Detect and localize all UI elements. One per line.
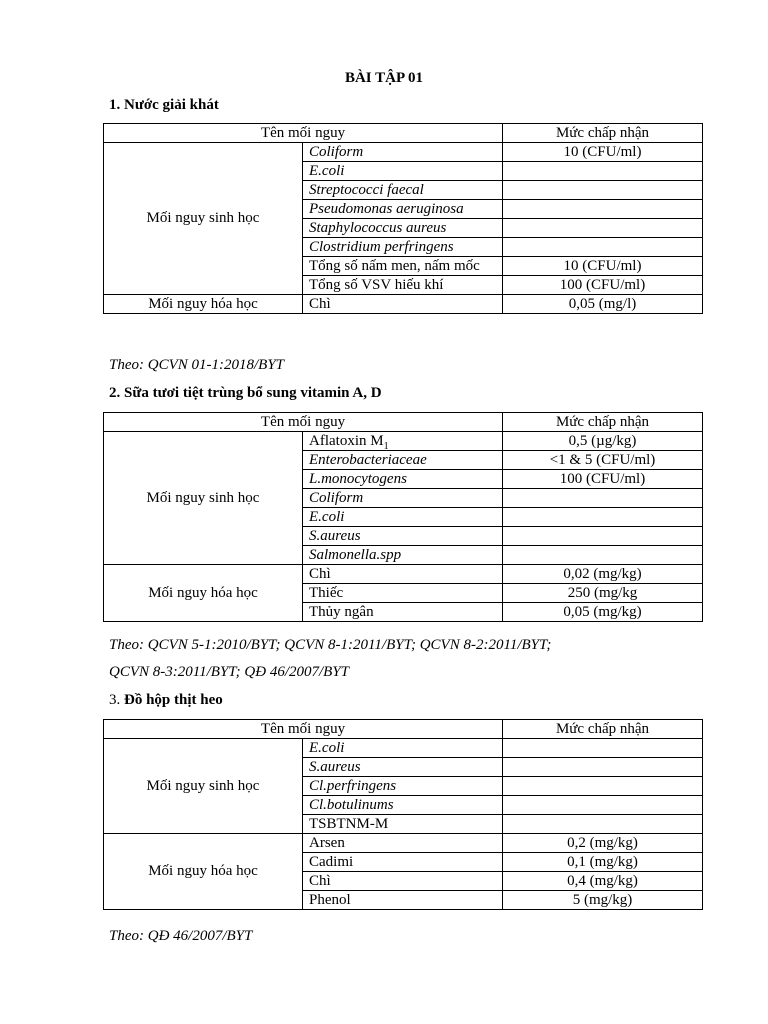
hazard-name <box>303 276 503 295</box>
hazard-name-text: Streptococci faecal <box>309 181 424 198</box>
standards-table-3 <box>103 719 703 910</box>
header-limit: Mức chấp nhận <box>503 413 703 432</box>
hazard-name-text: L.monocytogens <box>309 470 407 487</box>
hazard-name-text: Tổng số nấm men, nấm mốc <box>309 258 480 274</box>
acceptable-limit <box>503 181 703 200</box>
hazard-name-text: Salmonella.spp <box>309 546 402 563</box>
hazard-name <box>303 834 503 853</box>
acceptable-limit: 0,2 (mg/kg) <box>503 834 703 853</box>
hazard-name-text: Staphylococcus aureus <box>309 219 447 236</box>
acceptable-limit: 0,1 (mg/kg) <box>503 853 703 872</box>
hazard-name <box>303 872 503 891</box>
citation-1: Theo: QCVN 01-1:2018/BYT <box>109 357 285 373</box>
hazard-name <box>303 257 503 276</box>
hazard-name-text: Tổng số VSV hiếu khí <box>309 276 444 293</box>
hazard-name <box>303 565 503 584</box>
hazard-group: Mối nguy hóa học <box>104 565 303 622</box>
hazard-name <box>303 891 503 910</box>
hazard-name-text: S.aureus <box>309 527 361 544</box>
hazard-name-text: Pseudomonas aeruginosa <box>309 200 464 217</box>
hazard-name-text: S.aureus <box>309 758 361 775</box>
acceptable-limit <box>503 508 703 527</box>
acceptable-limit <box>503 815 703 834</box>
hazard-name-text: Coliform <box>309 489 364 506</box>
hazard-group: Mối nguy hóa học <box>104 834 303 910</box>
hazard-name-text: E.coli <box>309 162 345 179</box>
hazard-group: Mối nguy sinh học <box>104 143 303 295</box>
standards-table-1 <box>103 123 703 314</box>
table-row <box>104 432 703 451</box>
hazard-group: Mối nguy hóa học <box>104 295 303 314</box>
table-row <box>104 565 703 584</box>
hazard-name <box>303 162 503 181</box>
section-title: Nước giải khát <box>124 97 219 113</box>
hazard-name-text: Enterobacteriaceae <box>309 451 427 468</box>
acceptable-limit <box>503 200 703 219</box>
hazard-name <box>303 489 503 508</box>
table-header-row <box>104 124 703 143</box>
hazard-group: Mối nguy sinh học <box>104 739 303 834</box>
section-title: Đồ hộp thịt heo <box>124 692 223 708</box>
acceptable-limit <box>503 238 703 257</box>
section-1-heading <box>109 97 219 114</box>
section-title: Sữa tươi tiệt trùng bổ sung vitamin A, D <box>124 385 382 401</box>
header-hazard: Tên mối nguy <box>104 720 503 739</box>
acceptable-limit: 10 (CFU/ml) <box>503 257 703 276</box>
hazard-name-text: Aflatoxin M <box>309 432 384 449</box>
section-number: 3. <box>109 692 121 708</box>
page-title: BÀI TẬP 01 <box>344 70 424 86</box>
hazard-name-text: Coliform <box>309 143 364 160</box>
hazard-name-text: Cl.botulinums <box>309 796 394 813</box>
acceptable-limit <box>503 777 703 796</box>
subscript: 1 <box>383 440 389 452</box>
acceptable-limit <box>503 796 703 815</box>
hazard-name <box>303 200 503 219</box>
acceptable-limit: 0,05 (mg/l) <box>503 295 703 314</box>
hazard-name-text: Clostridium perfringens <box>309 238 454 255</box>
hazard-name <box>303 853 503 872</box>
acceptable-limit: 0,4 (mg/kg) <box>503 872 703 891</box>
section-2-heading <box>109 385 382 402</box>
acceptable-limit: 10 (CFU/ml) <box>503 143 703 162</box>
hazard-name-text: E.coli <box>309 508 345 525</box>
hazard-name <box>303 527 503 546</box>
hazard-name-text: Chì <box>309 872 331 889</box>
section-number: 2. <box>109 385 121 401</box>
acceptable-limit <box>503 219 703 238</box>
table-row <box>104 739 703 758</box>
hazard-name-text: Thiếc <box>309 584 344 601</box>
acceptable-limit: 100 (CFU/ml) <box>503 276 703 295</box>
hazard-name <box>303 181 503 200</box>
hazard-name-text: Thủy ngân <box>309 603 374 620</box>
acceptable-limit: 0,05 (mg/kg) <box>503 603 703 622</box>
hazard-group: Mối nguy sinh học <box>104 432 303 565</box>
table-row <box>104 295 703 314</box>
hazard-name-text: E.coli <box>309 739 345 756</box>
hazard-name <box>303 238 503 257</box>
acceptable-limit <box>503 739 703 758</box>
table-header-row <box>104 413 703 432</box>
hazard-name <box>303 143 503 162</box>
header-limit: Mức chấp nhận <box>503 720 703 739</box>
hazard-name <box>303 470 503 489</box>
hazard-name <box>303 739 503 758</box>
hazard-name <box>303 508 503 527</box>
acceptable-limit: 5 (mg/kg) <box>503 891 703 910</box>
hazard-name-text: Cl.perfringens <box>309 777 397 794</box>
header-hazard: Tên mối nguy <box>104 124 503 143</box>
header-limit: Mức chấp nhận <box>503 124 703 143</box>
section-number: 1. <box>109 97 121 113</box>
hazard-name <box>303 603 503 622</box>
acceptable-limit <box>503 527 703 546</box>
citation-3: Theo: QĐ 46/2007/BYT <box>109 928 253 944</box>
acceptable-limit <box>503 546 703 565</box>
hazard-name-text: Arsen <box>309 834 345 851</box>
acceptable-limit <box>503 489 703 508</box>
hazard-name-text: Chì <box>309 565 331 582</box>
hazard-name <box>303 451 503 470</box>
table-header-row <box>104 720 703 739</box>
citation-2-line-2: QCVN 8-3:2011/BYT; QĐ 46/2007/BYT <box>109 664 350 680</box>
hazard-name <box>303 815 503 834</box>
acceptable-limit: 250 (mg/kg <box>503 584 703 603</box>
acceptable-limit <box>503 758 703 777</box>
citation-2-line-1: Theo: QCVN 5-1:2010/BYT; QCVN 8-1:2011/BYT; QCVN 8-2:2011/BYT; <box>109 637 552 653</box>
hazard-name-text: Cadimi <box>309 853 354 870</box>
acceptable-limit: 0,02 (mg/kg) <box>503 565 703 584</box>
hazard-name <box>303 546 503 565</box>
table-row <box>104 834 703 853</box>
header-hazard: Tên mối nguy <box>104 413 503 432</box>
hazard-name <box>303 432 503 451</box>
hazard-name <box>303 219 503 238</box>
hazard-name-text: Phenol <box>309 891 351 908</box>
hazard-name <box>303 796 503 815</box>
section-3-heading <box>109 692 223 709</box>
acceptable-limit: 100 (CFU/ml) <box>503 470 703 489</box>
hazard-name <box>303 295 503 314</box>
hazard-name <box>303 758 503 777</box>
acceptable-limit: <1 & 5 (CFU/ml) <box>503 451 703 470</box>
hazard-name-text: TSBTNM-M <box>309 815 389 832</box>
table-row <box>104 143 703 162</box>
standards-table-2 <box>103 412 703 622</box>
hazard-name-text: Chì <box>309 295 331 312</box>
acceptable-limit: 0,5 (µg/kg) <box>503 432 703 451</box>
hazard-name <box>303 584 503 603</box>
acceptable-limit <box>503 162 703 181</box>
hazard-name <box>303 777 503 796</box>
